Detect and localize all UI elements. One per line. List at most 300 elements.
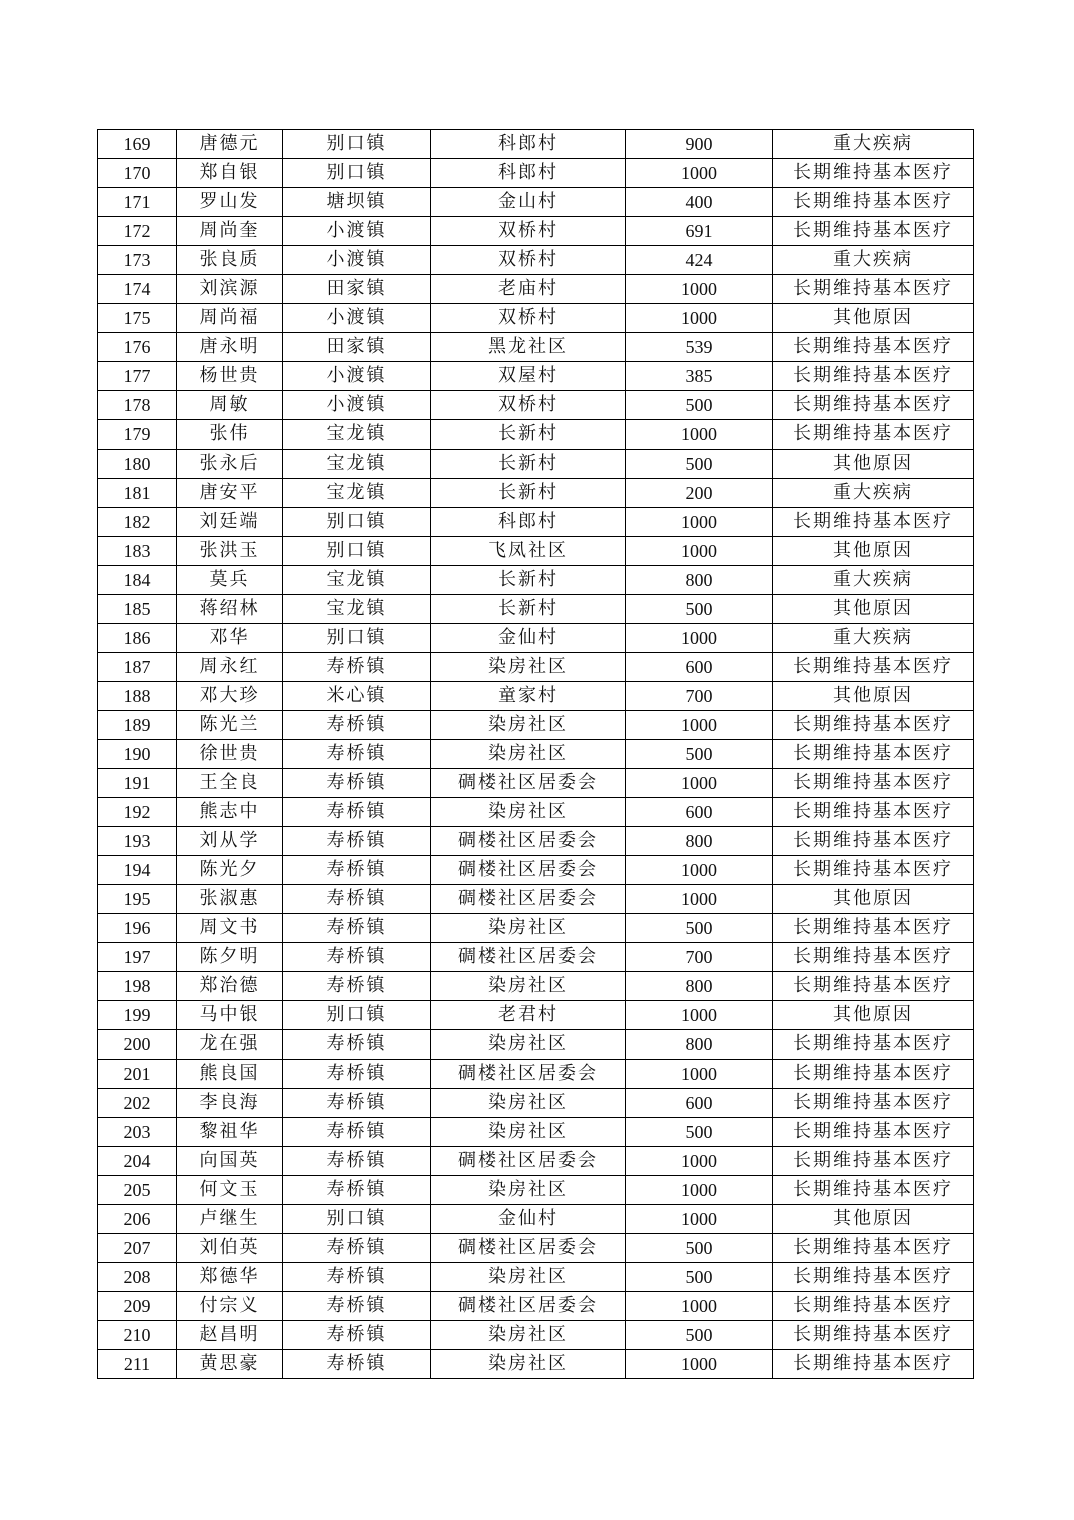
row-number-cell: 189 xyxy=(98,710,177,739)
row-number-cell: 170 xyxy=(98,159,177,188)
table-row xyxy=(98,304,974,333)
row-number-cell: 171 xyxy=(98,188,177,217)
row-number-cell: 187 xyxy=(98,652,177,681)
amount-cell: 800 xyxy=(626,1030,773,1059)
table-row xyxy=(98,1030,974,1059)
village-cell: 染房社区 xyxy=(431,1117,626,1146)
amount-cell: 500 xyxy=(626,1117,773,1146)
amount-cell: 1000 xyxy=(626,856,773,885)
village-cell: 染房社区 xyxy=(431,710,626,739)
village-cell: 科郎村 xyxy=(431,507,626,536)
town-cell: 寿桥镇 xyxy=(283,652,431,681)
town-cell: 寿桥镇 xyxy=(283,1349,431,1378)
table-row xyxy=(98,1001,974,1030)
reason-cell: 长期维持基本医疗 xyxy=(773,914,974,943)
town-cell: 宝龙镇 xyxy=(283,594,431,623)
amount-cell: 900 xyxy=(626,130,773,159)
amount-cell: 500 xyxy=(626,739,773,768)
table-row xyxy=(98,1204,974,1233)
person-name-cell: 刘伯英 xyxy=(177,1233,283,1262)
amount-cell: 1000 xyxy=(626,536,773,565)
person-name-cell: 卢继生 xyxy=(177,1204,283,1233)
town-cell: 田家镇 xyxy=(283,275,431,304)
village-cell: 碉楼社区居委会 xyxy=(431,943,626,972)
row-number-cell: 197 xyxy=(98,943,177,972)
reason-cell: 长期维持基本医疗 xyxy=(773,798,974,827)
row-number-cell: 202 xyxy=(98,1088,177,1117)
table-row xyxy=(98,798,974,827)
table-row xyxy=(98,827,974,856)
table-row xyxy=(98,623,974,652)
row-number-cell: 196 xyxy=(98,914,177,943)
town-cell: 寿桥镇 xyxy=(283,1262,431,1291)
village-cell: 长新村 xyxy=(431,449,626,478)
table-row xyxy=(98,449,974,478)
person-name-cell: 郑自银 xyxy=(177,159,283,188)
town-cell: 寿桥镇 xyxy=(283,769,431,798)
row-number-cell: 200 xyxy=(98,1030,177,1059)
table-row xyxy=(98,594,974,623)
row-number-cell: 210 xyxy=(98,1320,177,1349)
reason-cell: 长期维持基本医疗 xyxy=(773,217,974,246)
row-number-cell: 185 xyxy=(98,594,177,623)
town-cell: 小渡镇 xyxy=(283,304,431,333)
reason-cell: 其他原因 xyxy=(773,449,974,478)
town-cell: 寿桥镇 xyxy=(283,943,431,972)
village-cell: 黑龙社区 xyxy=(431,333,626,362)
table-row xyxy=(98,1175,974,1204)
village-cell: 老君村 xyxy=(431,1001,626,1030)
reason-cell: 长期维持基本医疗 xyxy=(773,391,974,420)
town-cell: 小渡镇 xyxy=(283,362,431,391)
amount-cell: 539 xyxy=(626,333,773,362)
village-cell: 长新村 xyxy=(431,594,626,623)
person-name-cell: 熊良国 xyxy=(177,1059,283,1088)
amount-cell: 385 xyxy=(626,362,773,391)
table-row xyxy=(98,681,974,710)
village-cell: 染房社区 xyxy=(431,652,626,681)
town-cell: 寿桥镇 xyxy=(283,1320,431,1349)
table-row xyxy=(98,275,974,304)
amount-cell: 800 xyxy=(626,827,773,856)
row-number-cell: 183 xyxy=(98,536,177,565)
village-cell: 染房社区 xyxy=(431,1262,626,1291)
person-name-cell: 唐安平 xyxy=(177,478,283,507)
amount-cell: 1000 xyxy=(626,159,773,188)
row-number-cell: 180 xyxy=(98,449,177,478)
reason-cell: 重大疾病 xyxy=(773,130,974,159)
town-cell: 小渡镇 xyxy=(283,391,431,420)
person-name-cell: 付宗义 xyxy=(177,1291,283,1320)
row-number-cell: 174 xyxy=(98,275,177,304)
amount-cell: 800 xyxy=(626,565,773,594)
person-name-cell: 周尚福 xyxy=(177,304,283,333)
town-cell: 米心镇 xyxy=(283,681,431,710)
town-cell: 小渡镇 xyxy=(283,217,431,246)
table-row xyxy=(98,362,974,391)
row-number-cell: 188 xyxy=(98,681,177,710)
table-row xyxy=(98,972,974,1001)
reason-cell: 长期维持基本医疗 xyxy=(773,1175,974,1204)
table-row xyxy=(98,507,974,536)
reason-cell: 长期维持基本医疗 xyxy=(773,333,974,362)
village-cell: 碉楼社区居委会 xyxy=(431,1146,626,1175)
row-number-cell: 207 xyxy=(98,1233,177,1262)
row-number-cell: 208 xyxy=(98,1262,177,1291)
table-row xyxy=(98,217,974,246)
reason-cell: 长期维持基本医疗 xyxy=(773,1030,974,1059)
table-row xyxy=(98,1262,974,1291)
amount-cell: 500 xyxy=(626,1262,773,1291)
village-cell: 碉楼社区居委会 xyxy=(431,856,626,885)
town-cell: 寿桥镇 xyxy=(283,710,431,739)
row-number-cell: 186 xyxy=(98,623,177,652)
amount-cell: 1000 xyxy=(626,1146,773,1175)
person-name-cell: 邓华 xyxy=(177,623,283,652)
village-cell: 长新村 xyxy=(431,478,626,507)
town-cell: 寿桥镇 xyxy=(283,739,431,768)
reason-cell: 长期维持基本医疗 xyxy=(773,275,974,304)
table-row xyxy=(98,1117,974,1146)
village-cell: 双桥村 xyxy=(431,217,626,246)
town-cell: 寿桥镇 xyxy=(283,1175,431,1204)
row-number-cell: 176 xyxy=(98,333,177,362)
row-number-cell: 184 xyxy=(98,565,177,594)
table-row xyxy=(98,1349,974,1378)
table-body xyxy=(98,130,974,1379)
person-name-cell: 黎祖华 xyxy=(177,1117,283,1146)
reason-cell: 长期维持基本医疗 xyxy=(773,1233,974,1262)
person-name-cell: 刘滨源 xyxy=(177,275,283,304)
table-row xyxy=(98,914,974,943)
amount-cell: 500 xyxy=(626,391,773,420)
person-name-cell: 陈夕明 xyxy=(177,943,283,972)
person-name-cell: 唐德元 xyxy=(177,130,283,159)
reason-cell: 长期维持基本医疗 xyxy=(773,943,974,972)
person-name-cell: 马中银 xyxy=(177,1001,283,1030)
table-row xyxy=(98,943,974,972)
table-row xyxy=(98,188,974,217)
table-row xyxy=(98,333,974,362)
table-row xyxy=(98,856,974,885)
person-name-cell: 刘廷端 xyxy=(177,507,283,536)
amount-cell: 600 xyxy=(626,652,773,681)
town-cell: 寿桥镇 xyxy=(283,914,431,943)
amount-cell: 691 xyxy=(626,217,773,246)
village-cell: 染房社区 xyxy=(431,972,626,1001)
row-number-cell: 172 xyxy=(98,217,177,246)
amount-cell: 700 xyxy=(626,681,773,710)
table-row xyxy=(98,710,974,739)
row-number-cell: 203 xyxy=(98,1117,177,1146)
person-name-cell: 熊志中 xyxy=(177,798,283,827)
row-number-cell: 211 xyxy=(98,1349,177,1378)
town-cell: 田家镇 xyxy=(283,333,431,362)
amount-cell: 500 xyxy=(626,914,773,943)
table-row xyxy=(98,246,974,275)
amount-cell: 1000 xyxy=(626,1291,773,1320)
village-cell: 染房社区 xyxy=(431,1320,626,1349)
person-name-cell: 刘从学 xyxy=(177,827,283,856)
amount-cell: 1000 xyxy=(626,1204,773,1233)
person-name-cell: 张良质 xyxy=(177,246,283,275)
amount-cell: 1000 xyxy=(626,304,773,333)
table-row xyxy=(98,391,974,420)
village-cell: 金仙村 xyxy=(431,1204,626,1233)
reason-cell: 长期维持基本医疗 xyxy=(773,827,974,856)
table-row xyxy=(98,536,974,565)
row-number-cell: 190 xyxy=(98,739,177,768)
person-name-cell: 周敏 xyxy=(177,391,283,420)
amount-cell: 1000 xyxy=(626,885,773,914)
amount-cell: 500 xyxy=(626,1233,773,1262)
town-cell: 别口镇 xyxy=(283,507,431,536)
town-cell: 寿桥镇 xyxy=(283,856,431,885)
person-name-cell: 周永红 xyxy=(177,652,283,681)
table-row xyxy=(98,130,974,159)
village-cell: 碉楼社区居委会 xyxy=(431,1059,626,1088)
reason-cell: 长期维持基本医疗 xyxy=(773,769,974,798)
reason-cell: 重大疾病 xyxy=(773,623,974,652)
person-name-cell: 莫兵 xyxy=(177,565,283,594)
row-number-cell: 181 xyxy=(98,478,177,507)
amount-cell: 800 xyxy=(626,972,773,1001)
table-row xyxy=(98,1291,974,1320)
amount-cell: 1000 xyxy=(626,623,773,652)
village-cell: 双桥村 xyxy=(431,246,626,275)
person-name-cell: 张淑惠 xyxy=(177,885,283,914)
row-number-cell: 173 xyxy=(98,246,177,275)
town-cell: 别口镇 xyxy=(283,1001,431,1030)
reason-cell: 重大疾病 xyxy=(773,478,974,507)
reason-cell: 其他原因 xyxy=(773,304,974,333)
table-row xyxy=(98,1146,974,1175)
table-row xyxy=(98,1088,974,1117)
amount-cell: 500 xyxy=(626,594,773,623)
village-cell: 双屋村 xyxy=(431,362,626,391)
amount-cell: 600 xyxy=(626,1088,773,1117)
person-name-cell: 陈光夕 xyxy=(177,856,283,885)
table-row xyxy=(98,565,974,594)
amount-cell: 1000 xyxy=(626,1349,773,1378)
town-cell: 宝龙镇 xyxy=(283,478,431,507)
reason-cell: 长期维持基本医疗 xyxy=(773,507,974,536)
village-cell: 长新村 xyxy=(431,420,626,449)
village-cell: 染房社区 xyxy=(431,914,626,943)
person-name-cell: 徐世贵 xyxy=(177,739,283,768)
reason-cell: 重大疾病 xyxy=(773,565,974,594)
row-number-cell: 194 xyxy=(98,856,177,885)
amount-cell: 500 xyxy=(626,1320,773,1349)
person-name-cell: 罗山发 xyxy=(177,188,283,217)
person-name-cell: 郑治德 xyxy=(177,972,283,1001)
person-name-cell: 杨世贵 xyxy=(177,362,283,391)
reason-cell: 长期维持基本医疗 xyxy=(773,362,974,391)
village-cell: 科郎村 xyxy=(431,130,626,159)
table-row xyxy=(98,769,974,798)
row-number-cell: 177 xyxy=(98,362,177,391)
person-name-cell: 龙在强 xyxy=(177,1030,283,1059)
village-cell: 碉楼社区居委会 xyxy=(431,1291,626,1320)
person-name-cell: 邓大珍 xyxy=(177,681,283,710)
person-name-cell: 赵昌明 xyxy=(177,1320,283,1349)
row-number-cell: 198 xyxy=(98,972,177,1001)
town-cell: 别口镇 xyxy=(283,623,431,652)
reason-cell: 其他原因 xyxy=(773,536,974,565)
reason-cell: 其他原因 xyxy=(773,1204,974,1233)
town-cell: 宝龙镇 xyxy=(283,449,431,478)
person-name-cell: 张伟 xyxy=(177,420,283,449)
reason-cell: 长期维持基本医疗 xyxy=(773,1059,974,1088)
amount-cell: 600 xyxy=(626,798,773,827)
reason-cell: 长期维持基本医疗 xyxy=(773,710,974,739)
row-number-cell: 179 xyxy=(98,420,177,449)
table-row xyxy=(98,1059,974,1088)
reason-cell: 长期维持基本医疗 xyxy=(773,420,974,449)
person-name-cell: 向国英 xyxy=(177,1146,283,1175)
village-cell: 染房社区 xyxy=(431,1175,626,1204)
reason-cell: 其他原因 xyxy=(773,885,974,914)
town-cell: 小渡镇 xyxy=(283,246,431,275)
reason-cell: 长期维持基本医疗 xyxy=(773,856,974,885)
person-name-cell: 唐永明 xyxy=(177,333,283,362)
town-cell: 寿桥镇 xyxy=(283,972,431,1001)
village-cell: 染房社区 xyxy=(431,1349,626,1378)
reason-cell: 重大疾病 xyxy=(773,246,974,275)
row-number-cell: 191 xyxy=(98,769,177,798)
village-cell: 长新村 xyxy=(431,565,626,594)
reason-cell: 长期维持基本医疗 xyxy=(773,1320,974,1349)
table-row xyxy=(98,652,974,681)
amount-cell: 200 xyxy=(626,478,773,507)
amount-cell: 700 xyxy=(626,943,773,972)
village-cell: 染房社区 xyxy=(431,798,626,827)
amount-cell: 424 xyxy=(626,246,773,275)
reason-cell: 长期维持基本医疗 xyxy=(773,188,974,217)
person-name-cell: 周尚奎 xyxy=(177,217,283,246)
village-cell: 金仙村 xyxy=(431,623,626,652)
table-row xyxy=(98,478,974,507)
reason-cell: 长期维持基本医疗 xyxy=(773,1262,974,1291)
town-cell: 宝龙镇 xyxy=(283,565,431,594)
row-number-cell: 205 xyxy=(98,1175,177,1204)
reason-cell: 其他原因 xyxy=(773,1001,974,1030)
village-cell: 双桥村 xyxy=(431,304,626,333)
row-number-cell: 204 xyxy=(98,1146,177,1175)
table-row xyxy=(98,159,974,188)
row-number-cell: 182 xyxy=(98,507,177,536)
person-name-cell: 周文书 xyxy=(177,914,283,943)
reason-cell: 长期维持基本医疗 xyxy=(773,739,974,768)
village-cell: 飞凤社区 xyxy=(431,536,626,565)
town-cell: 别口镇 xyxy=(283,1204,431,1233)
village-cell: 染房社区 xyxy=(431,739,626,768)
row-number-cell: 199 xyxy=(98,1001,177,1030)
row-number-cell: 169 xyxy=(98,130,177,159)
village-cell: 染房社区 xyxy=(431,1030,626,1059)
village-cell: 碉楼社区居委会 xyxy=(431,885,626,914)
person-name-cell: 蒋绍林 xyxy=(177,594,283,623)
reason-cell: 长期维持基本医疗 xyxy=(773,972,974,1001)
person-name-cell: 张洪玉 xyxy=(177,536,283,565)
row-number-cell: 201 xyxy=(98,1059,177,1088)
town-cell: 寿桥镇 xyxy=(283,1291,431,1320)
village-cell: 双桥村 xyxy=(431,391,626,420)
person-name-cell: 陈光兰 xyxy=(177,710,283,739)
person-name-cell: 何文玉 xyxy=(177,1175,283,1204)
town-cell: 寿桥镇 xyxy=(283,1233,431,1262)
village-cell: 碉楼社区居委会 xyxy=(431,827,626,856)
person-name-cell: 黄思豪 xyxy=(177,1349,283,1378)
town-cell: 寿桥镇 xyxy=(283,1059,431,1088)
amount-cell: 1000 xyxy=(626,507,773,536)
village-cell: 染房社区 xyxy=(431,1088,626,1117)
amount-cell: 1000 xyxy=(626,1175,773,1204)
table-row xyxy=(98,420,974,449)
reason-cell: 其他原因 xyxy=(773,594,974,623)
table-row xyxy=(98,885,974,914)
amount-cell: 1000 xyxy=(626,710,773,739)
table-row xyxy=(98,1233,974,1262)
village-cell: 金山村 xyxy=(431,188,626,217)
reason-cell: 长期维持基本医疗 xyxy=(773,1146,974,1175)
row-number-cell: 175 xyxy=(98,304,177,333)
reason-cell: 长期维持基本医疗 xyxy=(773,159,974,188)
person-name-cell: 王全良 xyxy=(177,769,283,798)
reason-cell: 长期维持基本医疗 xyxy=(773,652,974,681)
town-cell: 寿桥镇 xyxy=(283,827,431,856)
reason-cell: 其他原因 xyxy=(773,681,974,710)
amount-cell: 400 xyxy=(626,188,773,217)
amount-cell: 1000 xyxy=(626,769,773,798)
town-cell: 寿桥镇 xyxy=(283,1088,431,1117)
amount-cell: 1000 xyxy=(626,275,773,304)
town-cell: 别口镇 xyxy=(283,130,431,159)
reason-cell: 长期维持基本医疗 xyxy=(773,1117,974,1146)
row-number-cell: 192 xyxy=(98,798,177,827)
reason-cell: 长期维持基本医疗 xyxy=(773,1349,974,1378)
town-cell: 寿桥镇 xyxy=(283,885,431,914)
village-cell: 老庙村 xyxy=(431,275,626,304)
amount-cell: 1000 xyxy=(626,1059,773,1088)
amount-cell: 500 xyxy=(626,449,773,478)
town-cell: 宝龙镇 xyxy=(283,420,431,449)
row-number-cell: 195 xyxy=(98,885,177,914)
assistance-table xyxy=(97,129,974,1379)
table-row xyxy=(98,1320,974,1349)
amount-cell: 1000 xyxy=(626,1001,773,1030)
person-name-cell: 张永后 xyxy=(177,449,283,478)
row-number-cell: 206 xyxy=(98,1204,177,1233)
town-cell: 寿桥镇 xyxy=(283,798,431,827)
row-number-cell: 178 xyxy=(98,391,177,420)
town-cell: 别口镇 xyxy=(283,536,431,565)
town-cell: 寿桥镇 xyxy=(283,1030,431,1059)
town-cell: 别口镇 xyxy=(283,159,431,188)
table-row xyxy=(98,739,974,768)
row-number-cell: 209 xyxy=(98,1291,177,1320)
village-cell: 童家村 xyxy=(431,681,626,710)
person-name-cell: 郑德华 xyxy=(177,1262,283,1291)
amount-cell: 1000 xyxy=(626,420,773,449)
town-cell: 塘坝镇 xyxy=(283,188,431,217)
row-number-cell: 193 xyxy=(98,827,177,856)
town-cell: 寿桥镇 xyxy=(283,1146,431,1175)
reason-cell: 长期维持基本医疗 xyxy=(773,1088,974,1117)
reason-cell: 长期维持基本医疗 xyxy=(773,1291,974,1320)
town-cell: 寿桥镇 xyxy=(283,1117,431,1146)
village-cell: 碉楼社区居委会 xyxy=(431,1233,626,1262)
